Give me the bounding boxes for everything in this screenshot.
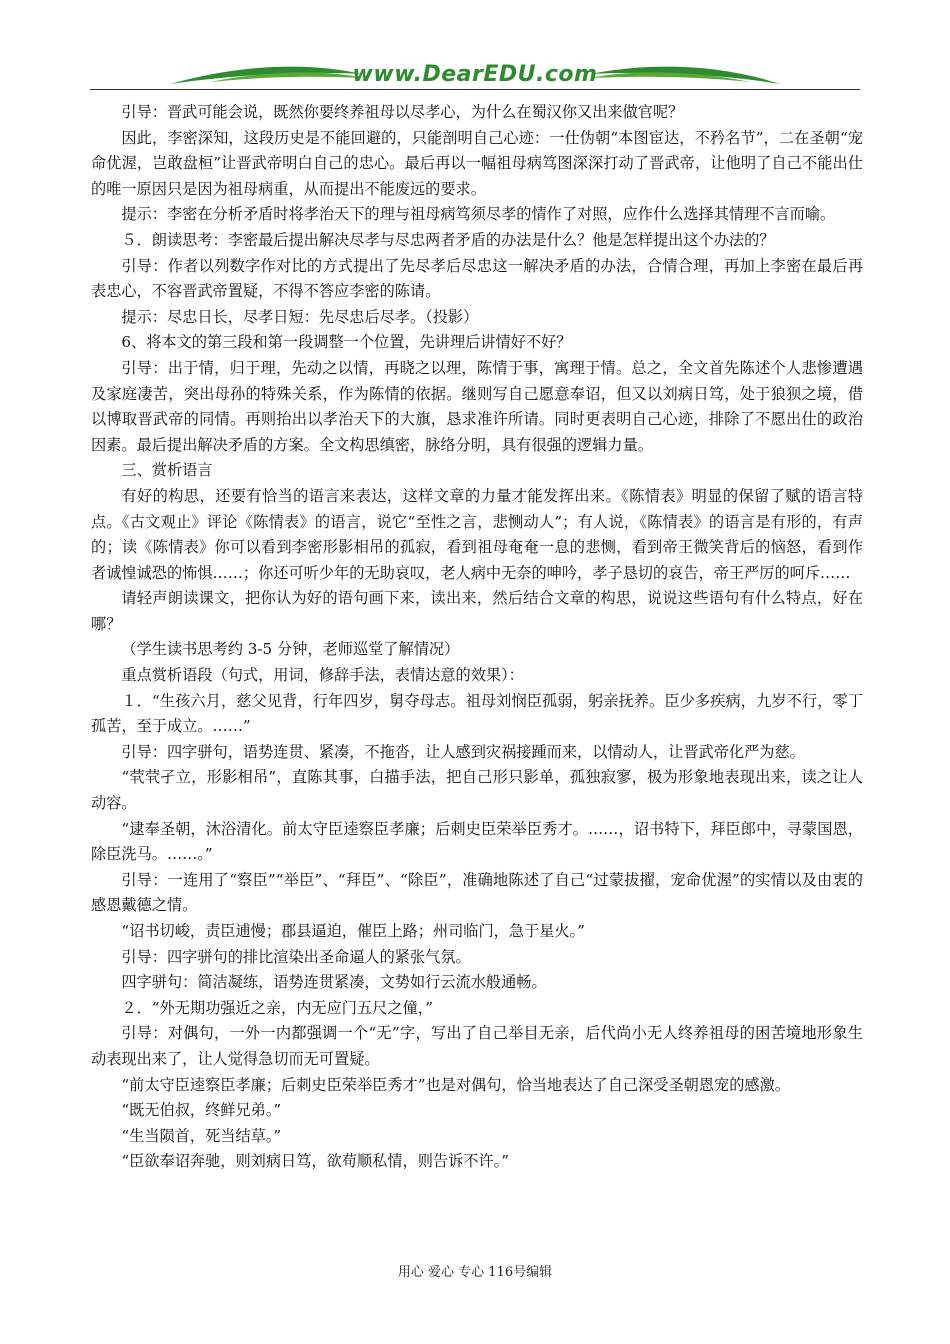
paragraph: （学生读书思考约 3-5 分钟，老师巡堂了解情况）: [121, 640, 460, 659]
paragraph: 引导：四字骈句，语势连贯、紧凑，不拖沓，让人感到灾祸接踵而来，以情动人，让晋武帝化严为慈。: [121, 742, 805, 761]
paragraph: 重点赏析语段（句式，用词，修辞手法，表情达意的效果）：: [121, 666, 524, 685]
paragraph: 四字骈句：简洁凝练，语势连贯紧凑，文势如行云流水般通畅。: [121, 973, 547, 992]
paragraph: “诏书切峻，责臣逋慢；郡县逼迫，催臣上路；州司临门，急于星火。”: [121, 922, 585, 940]
paragraph: 引导：出于情，归于理，先动之以情，再晓之以理，陈情于事，寓理于情。总之，全文首先陈述个人悲惨遭遇及家庭凄苦，突出母孙的特殊关系，作为陈情的依据。继则写自己愿意奉诏，但又以刘病日笃，处于狼狈之境，借以博取晋武帝的同情。再则抬出以孝治天下的大旗，恳求准许所请。同时更表明自己心迹，排除了不愿出仕的政治因素。最后提出解决矛盾的方案。全文构思缜密，脉络分明，具有很强的逻辑力量。: [91, 358, 863, 454]
document-body: [91, 100, 863, 1175]
paragraph: 引导：一连用了“察臣”“举臣”、“拜臣”、“除臣”，准确地陈述了自己“过蒙拔擢，宠命优渥”的实情以及由衷的感恩戴德之情。: [91, 870, 863, 915]
paragraph: “生当陨首，死当结草。”: [121, 1126, 282, 1145]
paragraph: 引导：对偶句，一外一内都强调一个“无”字，写出了自己举目无亲，后代尚小无人终养祖母的困苦境地形象生动表现出来了，让人觉得急切而无可置疑。: [91, 1024, 863, 1068]
paragraph: 因此，李密深知，这段历史是不能回避的，只能剖明自己心迹：一仕伪朝“本图宦达，不矜名节”，二在圣朝“宠命优渥，岂敢盘桓”让晋武帝明白自己的忠心。最后再以一幅祖母病笃图深深打动了晋武帝，让他明了自己不能出仕的唯一原因只是因为祖母病重，从而提出不能废远的要求。: [91, 128, 863, 198]
header-divider: [90, 89, 860, 90]
paragraph: 6、将本文的第三段和第一段调整一个位置，先讲理后讲情好不好？: [121, 333, 572, 352]
paragraph: ５．朗读思考：李密最后提出解决尽孝与尽忠两者矛盾的办法是什么？他是怎样提出这个办法的？: [121, 230, 775, 249]
page-footer: 用心 爱心 专心 116号编辑: [397, 1265, 553, 1280]
paragraph: “逮奉圣朝，沐浴清化。前太守臣逵察臣孝廉；后刺史臣荣举臣秀才。……，诏书特下，拜臣郎中，寻蒙国恩，除臣洗马。……。”: [91, 819, 863, 864]
site-header-banner: [90, 58, 860, 92]
paragraph: 有好的构思，还要有恰当的语言来表达，这样文章的力量才能发挥出来。《陈情表》明显的保留了赋的语言特点。《古文观止》评论《陈情表》的语言，说它“至性之言，悲恻动人”；有人说，《陈情表》的语言是有形的，有声的；读《陈情表》你可以看到李密形影相吊的孤寂，看到祖母奄奄一息的悲恻，看到帝王微笑背后的恼怒，看到作者诚惶诚恐的怖惧……；你还可听少年的无助哀叹，老人病中无奈的呻吟，孝子恳切的哀告，帝王严厉的呵斥……: [91, 486, 863, 582]
paragraph: “既无伯叔，终鲜兄弟。”: [121, 1101, 282, 1120]
paragraph: 提示：李密在分析矛盾时将孝治天下的理与祖母病笃须尽孝的情作了对照，应作什么选择其情理不言而喻。: [121, 205, 836, 224]
paragraph: “臣欲奉诏奔驰，则刘病日笃，欲苟顺私情，则告诉不许。”: [121, 1152, 510, 1171]
paragraph: “茕茕孑立，形影相吊”，直陈其事，白描手法，把自己形只影单，孤独寂寥，极为形象地表现出来，读之让人动容。: [91, 768, 863, 813]
paragraph: ２．“外无期功强近之亲，内无应门五尺之僮，”: [121, 998, 434, 1017]
section-heading: 三、赏析语言: [121, 461, 213, 480]
paragraph: 请轻声朗读课文，把你认为好的语句画下来，读出来，然后结合文章的构思，说说这些语句有什么特点，好在哪？: [91, 589, 863, 633]
paragraph: 引导：四字骈句的排比渲染出圣命逼人的紧张气氛。: [121, 947, 471, 966]
paragraph: １．“生孩六月，慈父见背，行年四岁，舅夺母志。祖母刘悯臣孤弱，躬亲抚养。臣少多疾病，九岁不行，零丁孤苦，至于成立。……”: [91, 691, 863, 736]
paragraph: 引导：晋武可能会说，既然你要终养祖母以尽孝心，为什么在蜀汉你又出来做官呢？: [121, 103, 684, 121]
paragraph: “前太守臣逵察臣孝廉；后刺史臣荣举臣秀才”也是对偶句，恰当地表达了自己深受圣朝恩宠的感激。: [121, 1075, 790, 1094]
paragraph: 引导：作者以列数字作对比的方式提出了先尽孝后尽忠这一解决矛盾的办法，合情合理，再加上李密在最后再表忠心，不容晋武帝置疑，不得不答应李密的陈请。: [91, 256, 863, 301]
paragraph: 提示：尽忠日长，尽孝日短：先尽忠后尽孝。（投影）: [121, 307, 479, 326]
site-url: www.DearEDU.com: [352, 62, 598, 87]
